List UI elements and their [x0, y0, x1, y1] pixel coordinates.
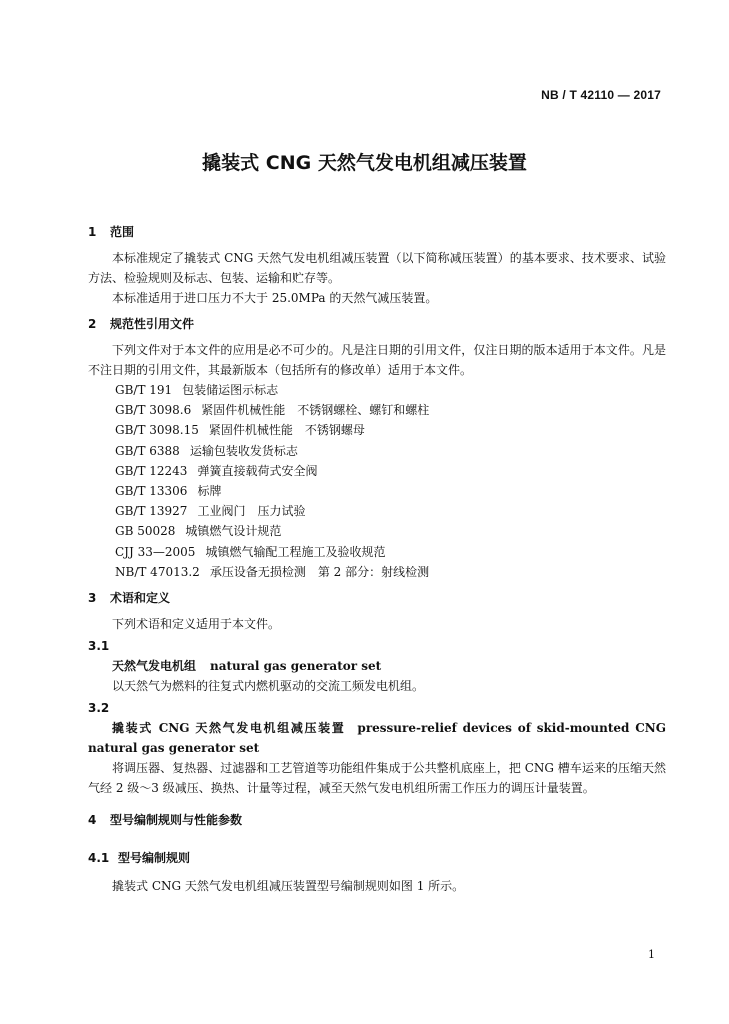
section-number: 1: [88, 225, 97, 239]
reference-item: [115, 481, 666, 501]
reference-item: [115, 542, 666, 562]
reference-name: 标牌: [197, 484, 222, 499]
scope-paragraph-1: 本标准规定了撬装式 CNG 天然气发电机组减压装置（以下简称减压装置）的基本要求、技术要求、试验方法、检验规则及标志、包装、运输和贮存等。: [88, 251, 666, 285]
reference-name: 工业阀门 压力试验: [197, 504, 306, 519]
section-1-heading: [88, 222, 666, 242]
reference-item: [115, 562, 666, 582]
reference-code: GB/T 13927: [115, 504, 188, 519]
term-en: pressure-relief devices of skid-mounted CNG natural gas generator set: [88, 721, 667, 756]
standard-code: NB / T 42110 — 2017: [541, 88, 661, 102]
page-number: 1: [648, 948, 655, 961]
subsection-title: 型号编制规则: [118, 851, 191, 866]
section-number: 2: [88, 317, 97, 331]
reference-item: [115, 420, 666, 440]
reference-name: 运输包装收发货标志: [189, 443, 298, 458]
reference-name: 弹簧直接载荷式安全阀: [197, 463, 318, 478]
subsection-4-1-heading: [88, 848, 666, 868]
reference-name: 城镇燃气设计规范: [185, 524, 282, 539]
reference-code: GB 50028: [115, 524, 176, 539]
term-en: natural gas generator set: [210, 659, 382, 674]
reference-item: [115, 380, 666, 400]
section-3-heading: [88, 588, 666, 608]
reference-code: GB/T 3098.6: [115, 403, 192, 418]
term-cn: 撬装式 CNG 天然气发电机组减压装置: [112, 721, 346, 736]
reference-item: [115, 521, 666, 541]
term-3-2-title: [88, 718, 666, 758]
term-3-2-definition: 将调压器、复热器、过滤器和工艺管道等功能组件集成于公共整机底座上，把 CNG 槽车运来的压缩天然气经 2 级～3 级减压、换热、计量等过程，减至天然气发电机组所需工作压力的调压计量装置。: [88, 761, 666, 796]
reference-name: 承压设备无损检测 第 2 部分：射线检测: [209, 564, 430, 579]
term-3-1-title: [112, 656, 666, 676]
term-3-1-number: 3.1: [88, 639, 110, 654]
reference-item: [115, 441, 666, 461]
normative-references-intro: 下列文件对于本文件的应用是必不可少的。凡是注日期的引用文件，仅注日期的版本适用于本文件。凡是不注日期的引用文件，其最新版本（包括所有的修改单）适用于本文件。: [88, 343, 666, 377]
document-body: [88, 222, 666, 896]
reference-code: GB/T 13306: [115, 484, 188, 499]
subsection-number: 4.1: [88, 851, 110, 866]
reference-name: 城镇燃气输配工程施工及验收规范: [205, 544, 386, 559]
reference-code: NB/T 47013.2: [115, 564, 200, 579]
section-title: 术语和定义: [110, 591, 171, 606]
reference-code: CJJ 33—2005: [115, 544, 196, 559]
section-number: 4: [88, 813, 97, 828]
term-3-1-definition: 以天然气为燃料的往复式内燃机驱动的交流工频发电机组。: [112, 679, 425, 694]
term-cn: 天然气发电机组: [112, 659, 197, 674]
term-3-2-number: 3.2: [88, 701, 110, 716]
reference-code: GB/T 12243: [115, 463, 188, 478]
reference-item: [115, 501, 666, 521]
reference-list: [88, 380, 666, 582]
reference-name: 紧固件机械性能 不锈钢螺栓、螺钉和螺柱: [201, 403, 430, 418]
reference-code: GB/T 3098.15: [115, 423, 199, 438]
reference-item: [115, 400, 666, 420]
section-title: 范围: [110, 225, 135, 239]
reference-code: GB/T 6388: [115, 443, 180, 458]
reference-code: GB/T 191: [115, 383, 173, 397]
section-title: 规范性引用文件: [110, 317, 195, 331]
section-number: 3: [88, 591, 97, 606]
section-title: 型号编制规则与性能参数: [110, 813, 243, 828]
section-4-heading: [88, 810, 666, 830]
section-2-heading: [88, 314, 666, 334]
reference-name: 包装储运图示标志: [182, 383, 279, 397]
reference-item: [115, 461, 666, 481]
reference-name: 紧固件机械性能 不锈钢螺母: [208, 423, 365, 438]
model-rule-paragraph: 撬装式 CNG 天然气发电机组减压装置型号编制规则如图 1 所示。: [112, 879, 465, 894]
scope-paragraph-2: 本标准适用于进口压力不大于 25.0MPa 的天然气减压装置。: [112, 291, 438, 305]
terms-intro: 下列术语和定义适用于本文件。: [112, 617, 281, 632]
document-title: 撬装式 CNG 天然气发电机组减压装置: [202, 152, 527, 174]
